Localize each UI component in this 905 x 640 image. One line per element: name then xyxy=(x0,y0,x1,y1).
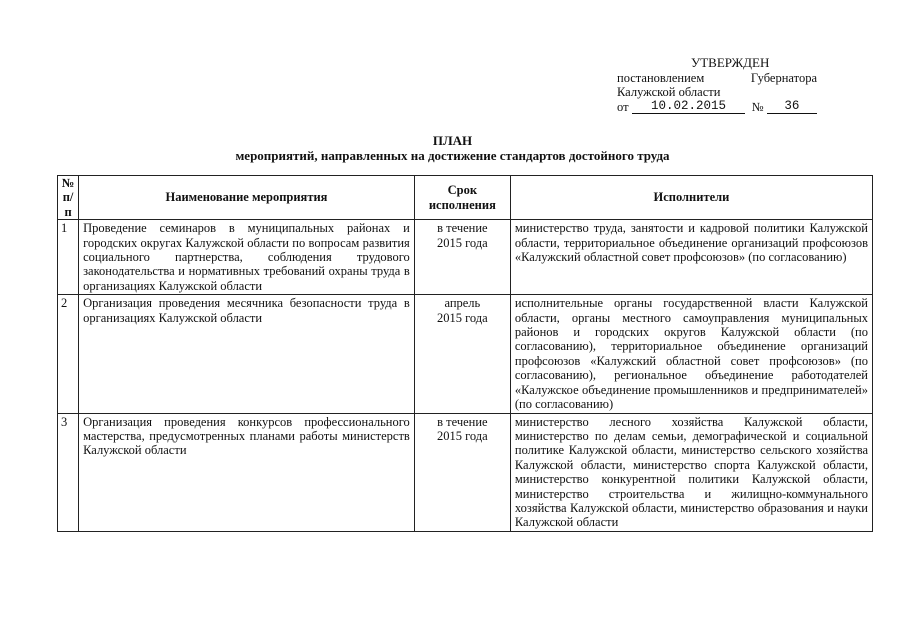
row-executors: министерство лесного хозяйства Калужской области, министерство по делам семьи, демографической и социальной политике Калужской области, министерство сельского хозяйства Калужской области, министерство спорта Калужской области, министерство конкурентной политики Калужской области, министерство строительства и жилищно-коммунального хозяйства Калужской области, министерство образования и науки Калужской области xyxy=(510,413,872,531)
approval-number-value: 36 xyxy=(767,100,817,114)
approval-block xyxy=(617,56,817,114)
approval-title: УТВЕРЖДЕН xyxy=(691,55,770,70)
row-term: в течение 2015 года xyxy=(414,220,510,295)
row-term: апрель 2015 года xyxy=(414,295,510,413)
approval-region: Калужской области xyxy=(617,85,721,99)
plan-table xyxy=(57,175,873,532)
approval-decree-line xyxy=(617,71,817,86)
approval-date-prefix: от xyxy=(617,99,629,114)
row-name: Организация проведения конкурсов профессионального мастерства, предусмотренных планами работы министерств Калужской области xyxy=(79,413,415,531)
header-name: Наименование мероприятия xyxy=(79,176,415,220)
row-name: Организация проведения месячника безопасности труда в организациях Калужской области xyxy=(79,295,415,413)
row-executors: министерство труда, занятости и кадровой политики Калужской области, территориальное объединение организаций профсоюзов «Калужский областной совет профсоюзов» (по согласованию) xyxy=(510,220,872,295)
row-num: 2 xyxy=(58,295,79,413)
plan-subtitle: мероприятий, направленных на достижение стандартов достойного труда xyxy=(235,148,670,163)
table-row xyxy=(58,295,873,413)
table-header-row xyxy=(58,176,873,220)
header-executors: Исполнители xyxy=(510,176,872,220)
approval-date-value: 10.02.2015 xyxy=(632,100,746,114)
row-term: в течение 2015 года xyxy=(414,413,510,531)
approval-date-line xyxy=(617,100,817,115)
header-num: № п/п xyxy=(58,176,79,220)
plan-heading xyxy=(0,133,905,163)
approval-number-prefix: № xyxy=(751,99,764,114)
header-term: Срок исполнения xyxy=(414,176,510,220)
approval-governor-label: Губернатора xyxy=(750,70,817,85)
table-row xyxy=(58,220,873,295)
row-num: 3 xyxy=(58,413,79,531)
plan-title: ПЛАН xyxy=(432,133,473,148)
table-row xyxy=(58,413,873,531)
row-executors: исполнительные органы государственной власти Калужской области, органы местного самоуправления муниципальных районов и городских округов Калужской области (по согласованию), территориальное объединение организаций профсоюзов «Калужский областной совет профсоюзов» (по согласованию), региональное объединение работодателей «Калужское объединение промышленников и предпринимателей» (по согласованию) xyxy=(510,295,872,413)
row-name: Проведение семинаров в муниципальных районах и городских округах Калужской области по вопросам развития социального партнерства, соблюдения трудового законодательства и нормативных требований охраны труда в организациях Калужской области xyxy=(79,220,415,295)
approval-decree-label: постановлением xyxy=(617,70,705,85)
row-num: 1 xyxy=(58,220,79,295)
